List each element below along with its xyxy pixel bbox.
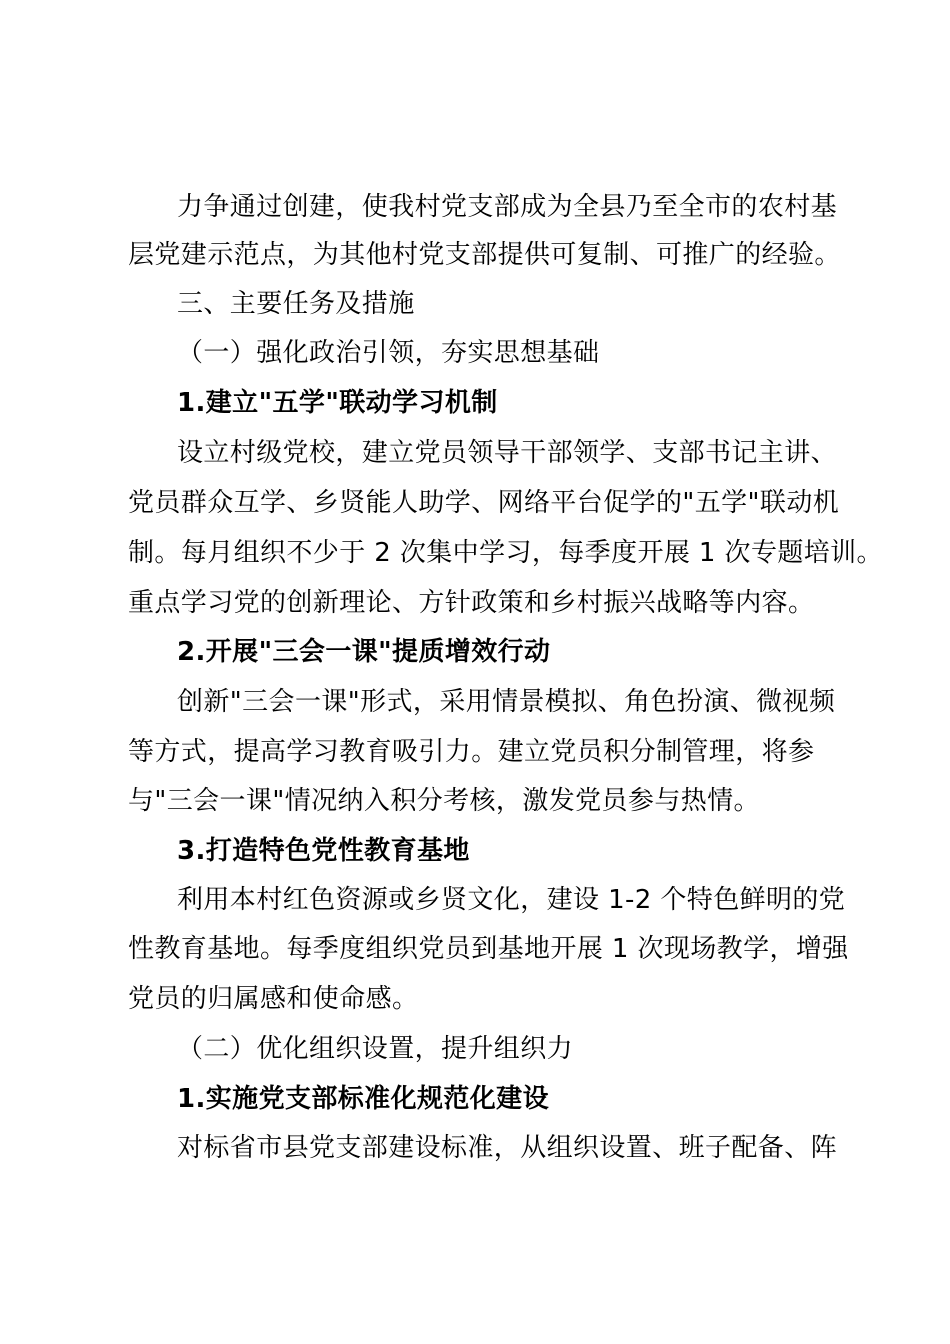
paragraph-line: 层党建示范点，为其他村党支部提供可复制、可推广的经验。	[128, 240, 841, 270]
paragraph-line: 党员的归属感和使命感。	[128, 984, 419, 1014]
paragraph-line: 设立村级党校，建立党员领导干部领学、支部书记主讲、	[177, 438, 838, 468]
paragraph-line: 性教育基地。每季度组织党员到基地开展 1 次现场教学，增强	[128, 934, 849, 964]
item-heading: 1.建立"五学"联动学习机制	[177, 388, 498, 418]
paragraph-line: 利用本村红色资源或乡贤文化，建设 1-2 个特色鲜明的党	[177, 885, 846, 915]
subsection-heading: （一）强化政治引领，夯实思想基础	[177, 338, 600, 368]
item-heading: 3.打造特色党性教育基地	[177, 836, 470, 866]
item-heading: 2.开展"三会一课"提质增效行动	[177, 637, 551, 667]
paragraph-line: 党员群众互学、乡贤能人助学、网络平台促学的"五学"联动机	[128, 488, 840, 518]
item-heading: 1.实施党支部标准化规范化建设	[177, 1084, 549, 1114]
paragraph-line: 力争通过创建，使我村党支部成为全县乃至全市的农村基	[177, 192, 838, 222]
paragraph-line: 等方式，提高学习教育吸引力。建立党员积分制管理，将参	[128, 737, 815, 767]
paragraph-line: 创新"三会一课"形式，采用情景模拟、角色扮演、微视频	[177, 687, 836, 717]
section-heading: 三、主要任务及措施	[177, 289, 415, 319]
paragraph-line: 重点学习党的创新理论、方针政策和乡村振兴战略等内容。	[128, 588, 815, 618]
paragraph-line: 对标省市县党支部建设标准，从组织设置、班子配备、阵	[177, 1133, 838, 1163]
subsection-heading: （二）优化组织设置，提升组织力	[177, 1034, 574, 1064]
paragraph-line: 与"三会一课"情况纳入积分考核，激发党员参与热情。	[128, 786, 760, 816]
paragraph-line: 制。每月组织不少于 2 次集中学习，每季度开展 1 次专题培训。	[128, 538, 883, 568]
